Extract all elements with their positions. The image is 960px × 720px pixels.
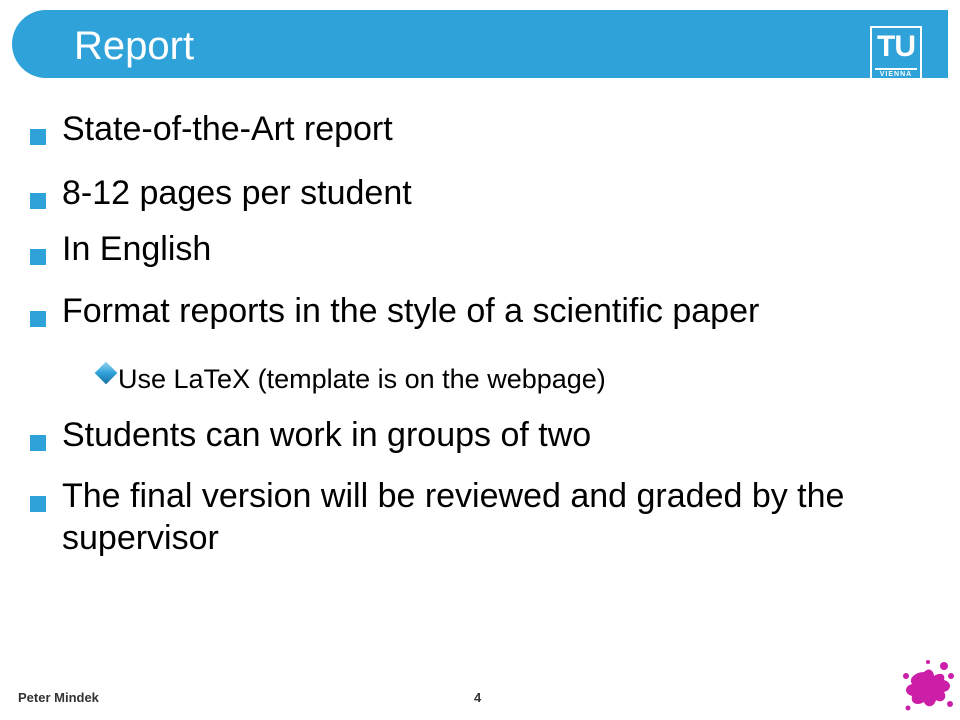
bullet-text: Students can work in groups of two — [62, 416, 592, 454]
sub-bullet-text: Use LaTeX (template is on the webpage) — [118, 364, 606, 394]
page-number: 4 — [474, 690, 482, 705]
footer-author: Peter Mindek — [18, 690, 99, 705]
logo-subtext: VIENNA — [879, 71, 913, 78]
square-bullet-icon — [30, 129, 46, 145]
paint-splat-icon — [900, 658, 956, 716]
splat-drop — [906, 706, 911, 711]
square-bullet-icon — [30, 435, 46, 451]
splat-drop — [903, 673, 909, 679]
splat-drop — [947, 701, 953, 707]
square-bullet-icon — [30, 311, 46, 327]
splat-blob — [906, 669, 950, 706]
splat-drop — [948, 673, 954, 679]
splat-drop — [926, 660, 930, 664]
bullet-text: In English — [62, 230, 212, 268]
square-bullet-icon — [30, 496, 46, 512]
bullet-text: The final version will be reviewed and graded by the supervisor — [62, 477, 845, 557]
bullet-text: State-of-the-Art report — [62, 110, 393, 148]
diamond-bullet-icon — [95, 362, 118, 385]
slide-title: Report — [74, 24, 195, 68]
splat-drop — [940, 662, 948, 670]
square-bullet-icon — [30, 193, 46, 209]
bullet-text: Format reports in the style of a scientific paper — [62, 292, 760, 330]
square-bullet-icon — [30, 249, 46, 265]
logo-mark: TU — [877, 30, 915, 63]
bullet-text: 8-12 pages per student — [62, 174, 412, 212]
